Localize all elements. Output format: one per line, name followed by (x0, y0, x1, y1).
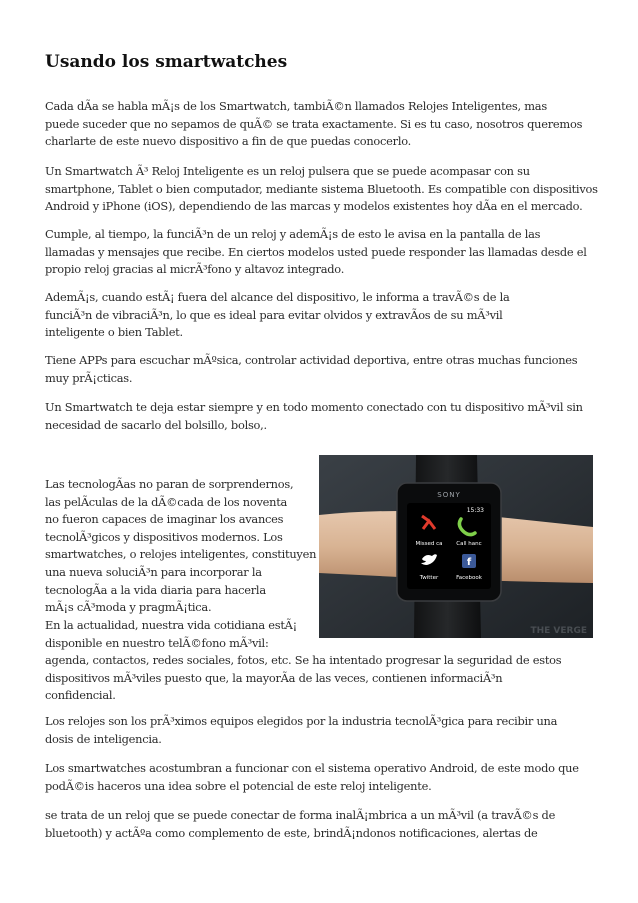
text-line: no fueron capaces de imaginar los avances (45, 512, 284, 527)
text-line: Cada dÃa se habla mÃ¡s de los Smartwatch, tambiÃ©n llamados Relojes Inteligentes, mas (45, 99, 547, 113)
text-line: dosis de inteligencia. (45, 731, 162, 746)
brand-text: SONY (437, 491, 461, 499)
paragraph-6 (45, 399, 593, 434)
text-line: necesidad de sacarlo del bolsillo, bolso,. (45, 417, 267, 432)
text-line: dispositivos mÃ³viles puesto que, la mayorÃa de las veces, contienen informaciÃ³n (45, 670, 503, 685)
text-line: En la actualidad, nuestra vida cotidiana estÃ¡ (45, 618, 297, 632)
text-line: muy prÃ¡cticas. (45, 370, 133, 385)
tile-label: Facebook (456, 575, 482, 581)
text-line: podÃ©is haceros una idea sobre el potencial de este reloj inteligente. (45, 778, 432, 793)
text-line: se trata de un reloj que se puede conectar de forma inalÃ¡mbrica a un mÃ³vil (a travÃ©s de (45, 808, 556, 822)
paragraph-3 (45, 226, 593, 279)
text-line: tecnologÃa a la vida diaria para hacerla (45, 582, 266, 597)
tile-label: Call hanc (456, 541, 482, 547)
text-line: disponible en nuestro telÃ©fono mÃ³vil: (45, 635, 269, 650)
smartwatch-illustration (319, 455, 593, 638)
text-line: las pelÃculas de la dÃ©cada de los noventa (45, 494, 288, 509)
paragraph-2 (45, 163, 598, 216)
text-line: Los relojes son los prÃ³ximos equipos elegidos por la industria tecnolÃ³gica para recibir una (45, 714, 558, 728)
paragraph-5 (45, 352, 593, 387)
paragraph-1 (45, 98, 593, 151)
text-line: bluetooth) y actÃºa como complemento de este, brindÃ¡ndonos notificaciones, alertas de (45, 825, 538, 840)
article-title: Usando los smartwatches (45, 52, 288, 72)
text-line: agenda, contactos, redes sociales, fotos, etc. Se ha intentado progresar la seguridad de estos (45, 653, 562, 668)
text-line: Un Smartwatch Ã³ Reloj Inteligente es un reloj pulsera que se puede acompasar con su (45, 164, 530, 178)
text-line: una nueva soluciÃ³n para incorporar la (45, 564, 262, 579)
clock-text: 15:33 (466, 507, 484, 514)
smartwatch-photo (319, 455, 593, 638)
text-line: Tiene APPs para escuchar mÃºsica, controlar actividad deportiva, entre otras muchas funciones (45, 353, 578, 367)
tile-label: Twitter (419, 575, 439, 581)
watermark-text: THE VERGE (530, 626, 587, 636)
text-line: puede suceder que no sepamos de quÃ© se trata exactamente. Si es tu caso, nosotros queremos (45, 116, 583, 131)
text-line: llamadas y mensajes que recibe. En ciertos modelos usted puede responder las llamadas desde el (45, 244, 587, 259)
paragraph-9 (45, 713, 593, 748)
text-line: AdemÃ¡s, cuando estÃ¡ fuera del alcance del dispositivo, le informa a travÃ©s de la (45, 290, 510, 304)
paragraph-11 (45, 807, 593, 842)
paragraph-10 (45, 760, 593, 795)
text-line: propio reloj gracias al micrÃ³fono y altavoz integrado. (45, 262, 345, 277)
text-line: Android y iPhone (iOS), dependiendo de las marcas y modelos existentes hoy dÃa en el mercado. (45, 199, 583, 214)
text-line: Un Smartwatch te deja estar siempre y en todo momento conectado con tu dispositivo mÃ³vil sin (45, 400, 583, 414)
text-line: Las tecnologÃas no paran de sorprendernos, (45, 477, 294, 491)
text-line: confidencial. (45, 688, 116, 703)
text-line: smartwatches, o relojes inteligentes, constituyen (45, 547, 317, 562)
svg-text:f: f (466, 557, 472, 568)
text-line: Los smartwatches acostumbran a funcionar con el sistema operativo Android, de este modo que (45, 761, 579, 775)
text-line: mÃ¡s cÃ³moda y pragmÃ¡tica. (45, 600, 212, 615)
text-line: tecnolÃ³gicos y dispositivos modernos. Los (45, 529, 283, 544)
text-line: inteligente o bien Tablet. (45, 325, 183, 340)
text-line: smartphone, Tablet o bien computador, mediante sistema Bluetooth. Es compatible con dispositivos (45, 181, 598, 196)
text-line: charlarte de este nuevo dispositivo a fin de que puedas conocerlo. (45, 134, 412, 149)
text-line: funciÃ³n de vibraciÃ³n, lo que es ideal para evitar olvidos y extravÃos de su mÃ³vil (45, 307, 503, 322)
tile-label: Missed ca (415, 541, 443, 547)
text-line: Cumple, al tiempo, la funciÃ³n de un reloj y ademÃ¡s de esto le avisa en la pantalla de las (45, 227, 541, 241)
paragraph-4 (45, 289, 593, 342)
